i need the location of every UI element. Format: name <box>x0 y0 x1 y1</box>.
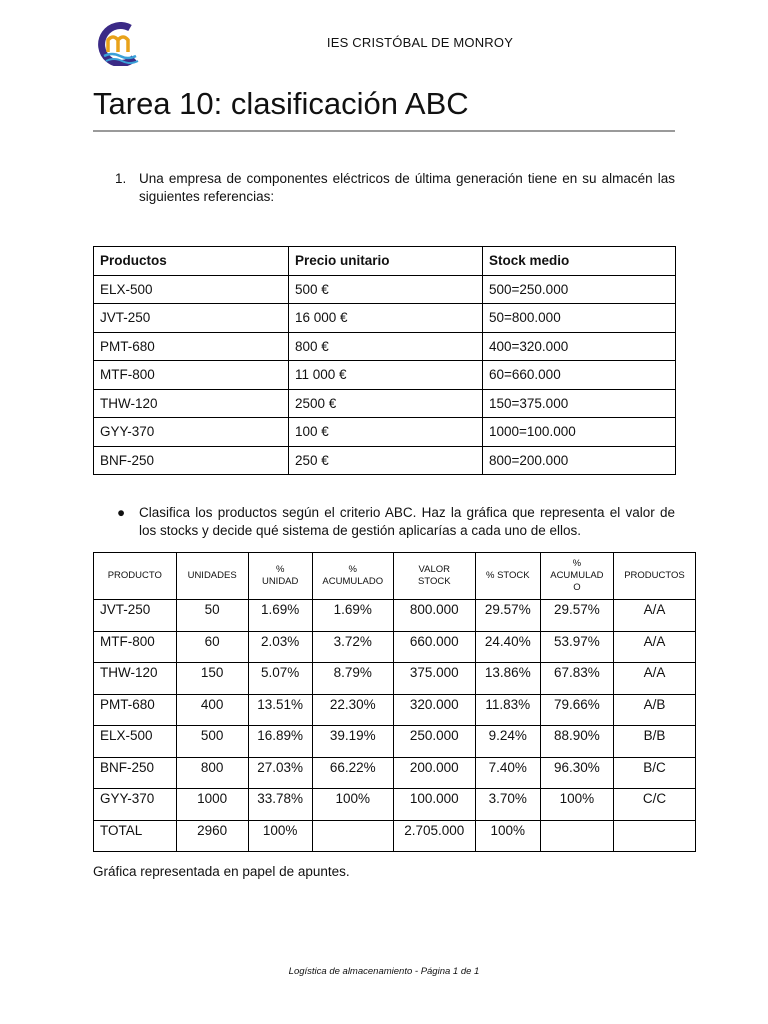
table-row <box>94 757 696 789</box>
question-1-number: 1. <box>115 171 127 186</box>
table-cell: 660.000 <box>393 631 475 663</box>
table-cell: 5.07% <box>248 663 312 695</box>
table-cell: C/C <box>613 789 695 821</box>
page-footer: Logística de almacenamiento - Página 1 de 1 <box>288 966 480 977</box>
table-cell: 500 € <box>289 275 483 304</box>
table-cell: 800 € <box>289 332 483 361</box>
table-cell: 13.86% <box>475 663 540 695</box>
question-1-text: Una empresa de componentes eléctricos de última generación tiene en su almacén las siguientes referencias: <box>139 171 675 204</box>
table-cell: 100 € <box>289 418 483 447</box>
table-cell: 24.40% <box>475 631 540 663</box>
table-cell: 67.83% <box>540 663 613 695</box>
table-cell: 250 € <box>289 446 483 475</box>
header-label: % UNIDAD <box>261 564 299 587</box>
table-cell: 53.97% <box>540 631 613 663</box>
table-cell: 66.22% <box>312 757 393 789</box>
table-cell: 96.30% <box>540 757 613 789</box>
header-cell <box>248 553 312 600</box>
table-cell: 375.000 <box>393 663 475 695</box>
table-cell: THW-120 <box>94 389 289 418</box>
table-cell: A/A <box>613 663 695 695</box>
table-cell: 400=320.000 <box>483 332 676 361</box>
table-cell: 2.705.000 <box>393 820 475 852</box>
table-cell: JVT-250 <box>94 304 289 333</box>
header-label: % ACUMULADO <box>322 564 384 587</box>
table-cell: 800 <box>176 757 248 789</box>
table-cell: BNF-250 <box>94 446 289 475</box>
table-cell: 50 <box>176 600 248 632</box>
question-2-text: Clasifica los productos según el criterio ABC. Haz la gráfica que representa el valor de los stocks y decide qué sistema de gestión aplicarías a cada uno de ellos. <box>139 505 675 538</box>
table-cell: 16.89% <box>248 726 312 758</box>
header-label: % ACUMULAD O <box>550 558 604 593</box>
table-cell: 3.72% <box>312 631 393 663</box>
header-cell <box>613 553 695 600</box>
header-label: % STOCK <box>485 570 530 581</box>
table-row <box>94 631 696 663</box>
products-table <box>93 246 676 475</box>
table-cell: 800.000 <box>393 600 475 632</box>
table-cell: 500 <box>176 726 248 758</box>
table-cell: 11 000 € <box>289 361 483 390</box>
table-cell: 150=375.000 <box>483 389 676 418</box>
table-cell: 79.66% <box>540 694 613 726</box>
question-1 <box>93 170 675 206</box>
header-label: UNIDADES <box>187 570 237 581</box>
table-cell: 100.000 <box>393 789 475 821</box>
table-header-row <box>94 553 696 600</box>
title-divider <box>93 130 675 132</box>
table-cell: 2500 € <box>289 389 483 418</box>
header-label: VALOR STOCK <box>417 564 451 587</box>
table-row <box>94 820 696 852</box>
table-cell: 1.69% <box>312 600 393 632</box>
table-row <box>94 304 676 333</box>
table-cell: 100% <box>312 789 393 821</box>
table-row <box>94 663 696 695</box>
table-cell: 11.83% <box>475 694 540 726</box>
table-cell: MTF-800 <box>94 631 177 663</box>
table-cell <box>312 820 393 852</box>
table-cell: A/B <box>613 694 695 726</box>
table-cell: ELX-500 <box>94 275 289 304</box>
table-cell: 800=200.000 <box>483 446 676 475</box>
table-cell: GYY-370 <box>94 789 177 821</box>
table-cell: 2.03% <box>248 631 312 663</box>
table-cell: 9.24% <box>475 726 540 758</box>
school-name: IES CRISTÓBAL DE MONROY <box>326 35 514 50</box>
table-cell: 29.57% <box>475 600 540 632</box>
table-row <box>94 446 676 475</box>
note-text: Gráfica representada en papel de apuntes. <box>93 864 350 879</box>
table-cell: 320.000 <box>393 694 475 726</box>
question-2 <box>93 504 675 540</box>
table-cell: 60 <box>176 631 248 663</box>
header-cell <box>312 553 393 600</box>
table-cell: MTF-800 <box>94 361 289 390</box>
header-label: PRODUCTO <box>107 570 162 581</box>
table-cell: 200.000 <box>393 757 475 789</box>
table-row <box>94 389 676 418</box>
table-cell: B/C <box>613 757 695 789</box>
table-cell: 2960 <box>176 820 248 852</box>
header-cell <box>393 553 475 600</box>
table-cell: GYY-370 <box>94 418 289 447</box>
table-cell: 100% <box>475 820 540 852</box>
table-cell: BNF-250 <box>94 757 177 789</box>
table-cell: 3.70% <box>475 789 540 821</box>
table-cell: 400 <box>176 694 248 726</box>
table-cell: 22.30% <box>312 694 393 726</box>
table-cell: PMT-680 <box>94 332 289 361</box>
table-cell: 60=660.000 <box>483 361 676 390</box>
table-cell: 13.51% <box>248 694 312 726</box>
table-row <box>94 361 676 390</box>
table-cell: 50=800.000 <box>483 304 676 333</box>
table-cell: 500=250.000 <box>483 275 676 304</box>
table-cell <box>613 820 695 852</box>
table-cell: 27.03% <box>248 757 312 789</box>
table-row <box>94 726 696 758</box>
table-cell: THW-120 <box>94 663 177 695</box>
table-cell: A/A <box>613 631 695 663</box>
table-cell: 1.69% <box>248 600 312 632</box>
table-cell: A/A <box>613 600 695 632</box>
table-cell: PMT-680 <box>94 694 177 726</box>
table-cell: B/B <box>613 726 695 758</box>
header-cell <box>176 553 248 600</box>
table-cell: 29.57% <box>540 600 613 632</box>
table-cell: 150 <box>176 663 248 695</box>
header-label: PRODUCTOS <box>624 570 685 581</box>
header-cell <box>94 553 177 600</box>
header-cell: Precio unitario <box>289 247 483 276</box>
table-cell: 16 000 € <box>289 304 483 333</box>
table-row <box>94 789 696 821</box>
table-row <box>94 418 676 447</box>
table-cell: 33.78% <box>248 789 312 821</box>
table-cell: 250.000 <box>393 726 475 758</box>
table-cell: 7.40% <box>475 757 540 789</box>
header-cell <box>540 553 613 600</box>
bullet-icon: ● <box>117 505 126 520</box>
table-cell: 100% <box>248 820 312 852</box>
table-cell: ELX-500 <box>94 726 177 758</box>
header-cell <box>475 553 540 600</box>
table-cell: 100% <box>540 789 613 821</box>
table-cell: JVT-250 <box>94 600 177 632</box>
table-cell: 88.90% <box>540 726 613 758</box>
table-row <box>94 600 696 632</box>
table-cell: 8.79% <box>312 663 393 695</box>
abc-table <box>93 552 696 852</box>
page-title: Tarea 10: clasificación ABC <box>93 86 469 121</box>
table-cell: 1000 <box>176 789 248 821</box>
table-cell: 1000=100.000 <box>483 418 676 447</box>
header-cell: Productos <box>94 247 289 276</box>
table-cell <box>540 820 613 852</box>
table-header-row <box>94 247 676 276</box>
header-cell: Stock medio <box>483 247 676 276</box>
table-row <box>94 332 676 361</box>
table-row <box>94 694 696 726</box>
table-row <box>94 275 676 304</box>
table-cell: 39.19% <box>312 726 393 758</box>
table-cell: TOTAL <box>94 820 177 852</box>
